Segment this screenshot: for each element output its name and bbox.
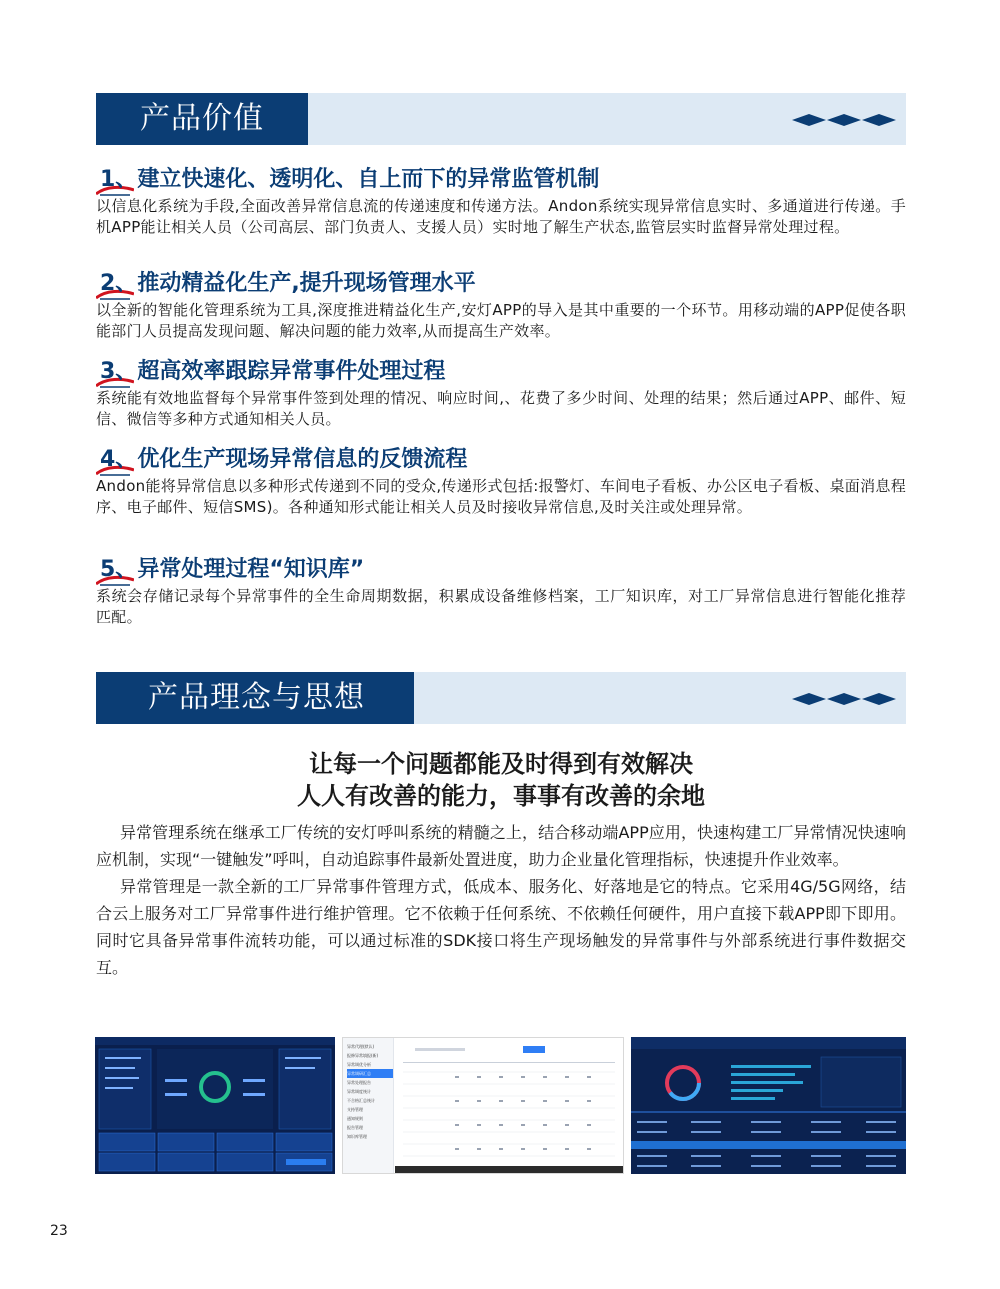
screenshot-dark-bigscreen [631, 1037, 906, 1174]
section-heading: 2、推动精益化生产,提升现场管理水平 [96, 270, 906, 298]
screenshot-admin-table [342, 1037, 624, 1174]
slogan-line-2: 人人有改善的能力，事事有改善的余地 [297, 782, 705, 810]
menu-item: 异常调优分析 [347, 1062, 371, 1067]
admin-table-illustration [395, 1038, 623, 1174]
section-heading: 5、异常处理过程“知识库” [96, 556, 906, 584]
admin-menu [343, 1038, 393, 1141]
diamond-decoration-icon [792, 691, 896, 707]
banner-title: 产品价值 [96, 93, 308, 145]
section-banner-product-philosophy [96, 672, 906, 724]
value-section-5 [96, 556, 906, 628]
menu-item: 异常代理(默认) [347, 1044, 375, 1049]
page-number: 23 [50, 1223, 68, 1239]
menu-item: 不合格汇总统计 [347, 1098, 375, 1103]
value-section-2 [96, 270, 906, 342]
section-body: 系统能有效地监督每个异常事件签到处理的情况、响应时间,、花费了多少时间、处理的结果；然后通过APP、邮件、短信、微信等多种方式通知相关人员。 [96, 389, 906, 428]
admin-sidebar [343, 1038, 394, 1174]
section-body: Andon能将异常信息以多种形式传递到不同的受众,传递形式包括:报警灯、车间电子看板、办公区电子看板、桌面消息程序、电子邮件、短信SMS)。各种通知形式能让相关人员及时接收异常信息,及时关注或处理异常。 [96, 477, 906, 516]
paragraph: 异常管理系统在继承工厂传统的安灯呼叫系统的精髓之上，结合移动端APP应用，快速构建工厂异常情况快速响应机制，实现“一键触发”呼叫，自动追踪事件最新处置进度，助力企业量化管理指标，快速提升作业效率。 [96, 823, 906, 869]
section-body: 以信息化系统为手段,全面改善异常信息流的传递速度和传递方法。Andon系统实现异常信息实时、多通道进行传递。手机APP能让相关人员（公司高层、部门负责人、支援人员）实时地了解生产状态,监管层实时监督异常处理过程。 [96, 197, 906, 236]
menu-item: 异常调研汇总 [347, 1069, 393, 1078]
menu-item: 异常处理报告 [347, 1080, 371, 1085]
menu-item: 报告管理 [347, 1125, 363, 1130]
section-body: 以全新的智能化管理系统为工具,深度推进精益化生产,安灯APP的导入是其中重要的一个环节。用移动端的APP促使各职能部门人员提高发现问题、解决问题的能力效率,从而提高生产效率。 [96, 301, 906, 340]
banner-title: 产品理念与思想 [96, 672, 414, 724]
value-section-4 [96, 446, 906, 518]
section-heading: 1、建立快速化、透明化、自上而下的异常监管机制 [96, 166, 906, 194]
value-section-1 [96, 166, 906, 238]
section-heading: 4、优化生产现场异常信息的反馈流程 [96, 446, 906, 474]
screenshot-dark-dashboard [95, 1037, 335, 1174]
menu-item: 异常调度统计 [347, 1089, 371, 1094]
paragraph: 异常管理是一款全新的工厂异常事件管理方式，低成本、服务化、好落地是它的特点。它采用4G/5G网络，结合云上服务对工厂异常事件进行维护管理。它不依赖于任何系统、不依赖任何硬件，用户直接下载APP即下即用。同时它具备异常事件流转功能，可以通过标准的SDK接口将生产现场触发的异常事件与外部系统进行事件数据交互。 [96, 877, 906, 977]
menu-item: 通知规则 [347, 1116, 363, 1121]
diamond-decoration-icon [792, 112, 896, 128]
menu-item: 支持管理 [347, 1107, 363, 1112]
section-banner-product-value [96, 93, 906, 145]
philosophy-body [96, 819, 906, 981]
dark-dashboard-illustration [95, 1037, 335, 1174]
section-heading: 3、超高效率跟踪异常事件处理过程 [96, 358, 906, 386]
menu-item: 知识库管理 [347, 1134, 367, 1139]
value-section-3 [96, 358, 906, 430]
slogan-line-1: 让每一个问题都能及时得到有效解决 [309, 750, 693, 778]
dark-bigscreen-illustration [631, 1037, 906, 1174]
section-body: 系统会存储记录每个异常事件的全生命周期数据，积累成设备维修档案，工厂知识库，对工厂异常信息进行智能化推荐匹配。 [96, 587, 906, 626]
menu-item: 报修异常填报(新) [347, 1053, 379, 1058]
